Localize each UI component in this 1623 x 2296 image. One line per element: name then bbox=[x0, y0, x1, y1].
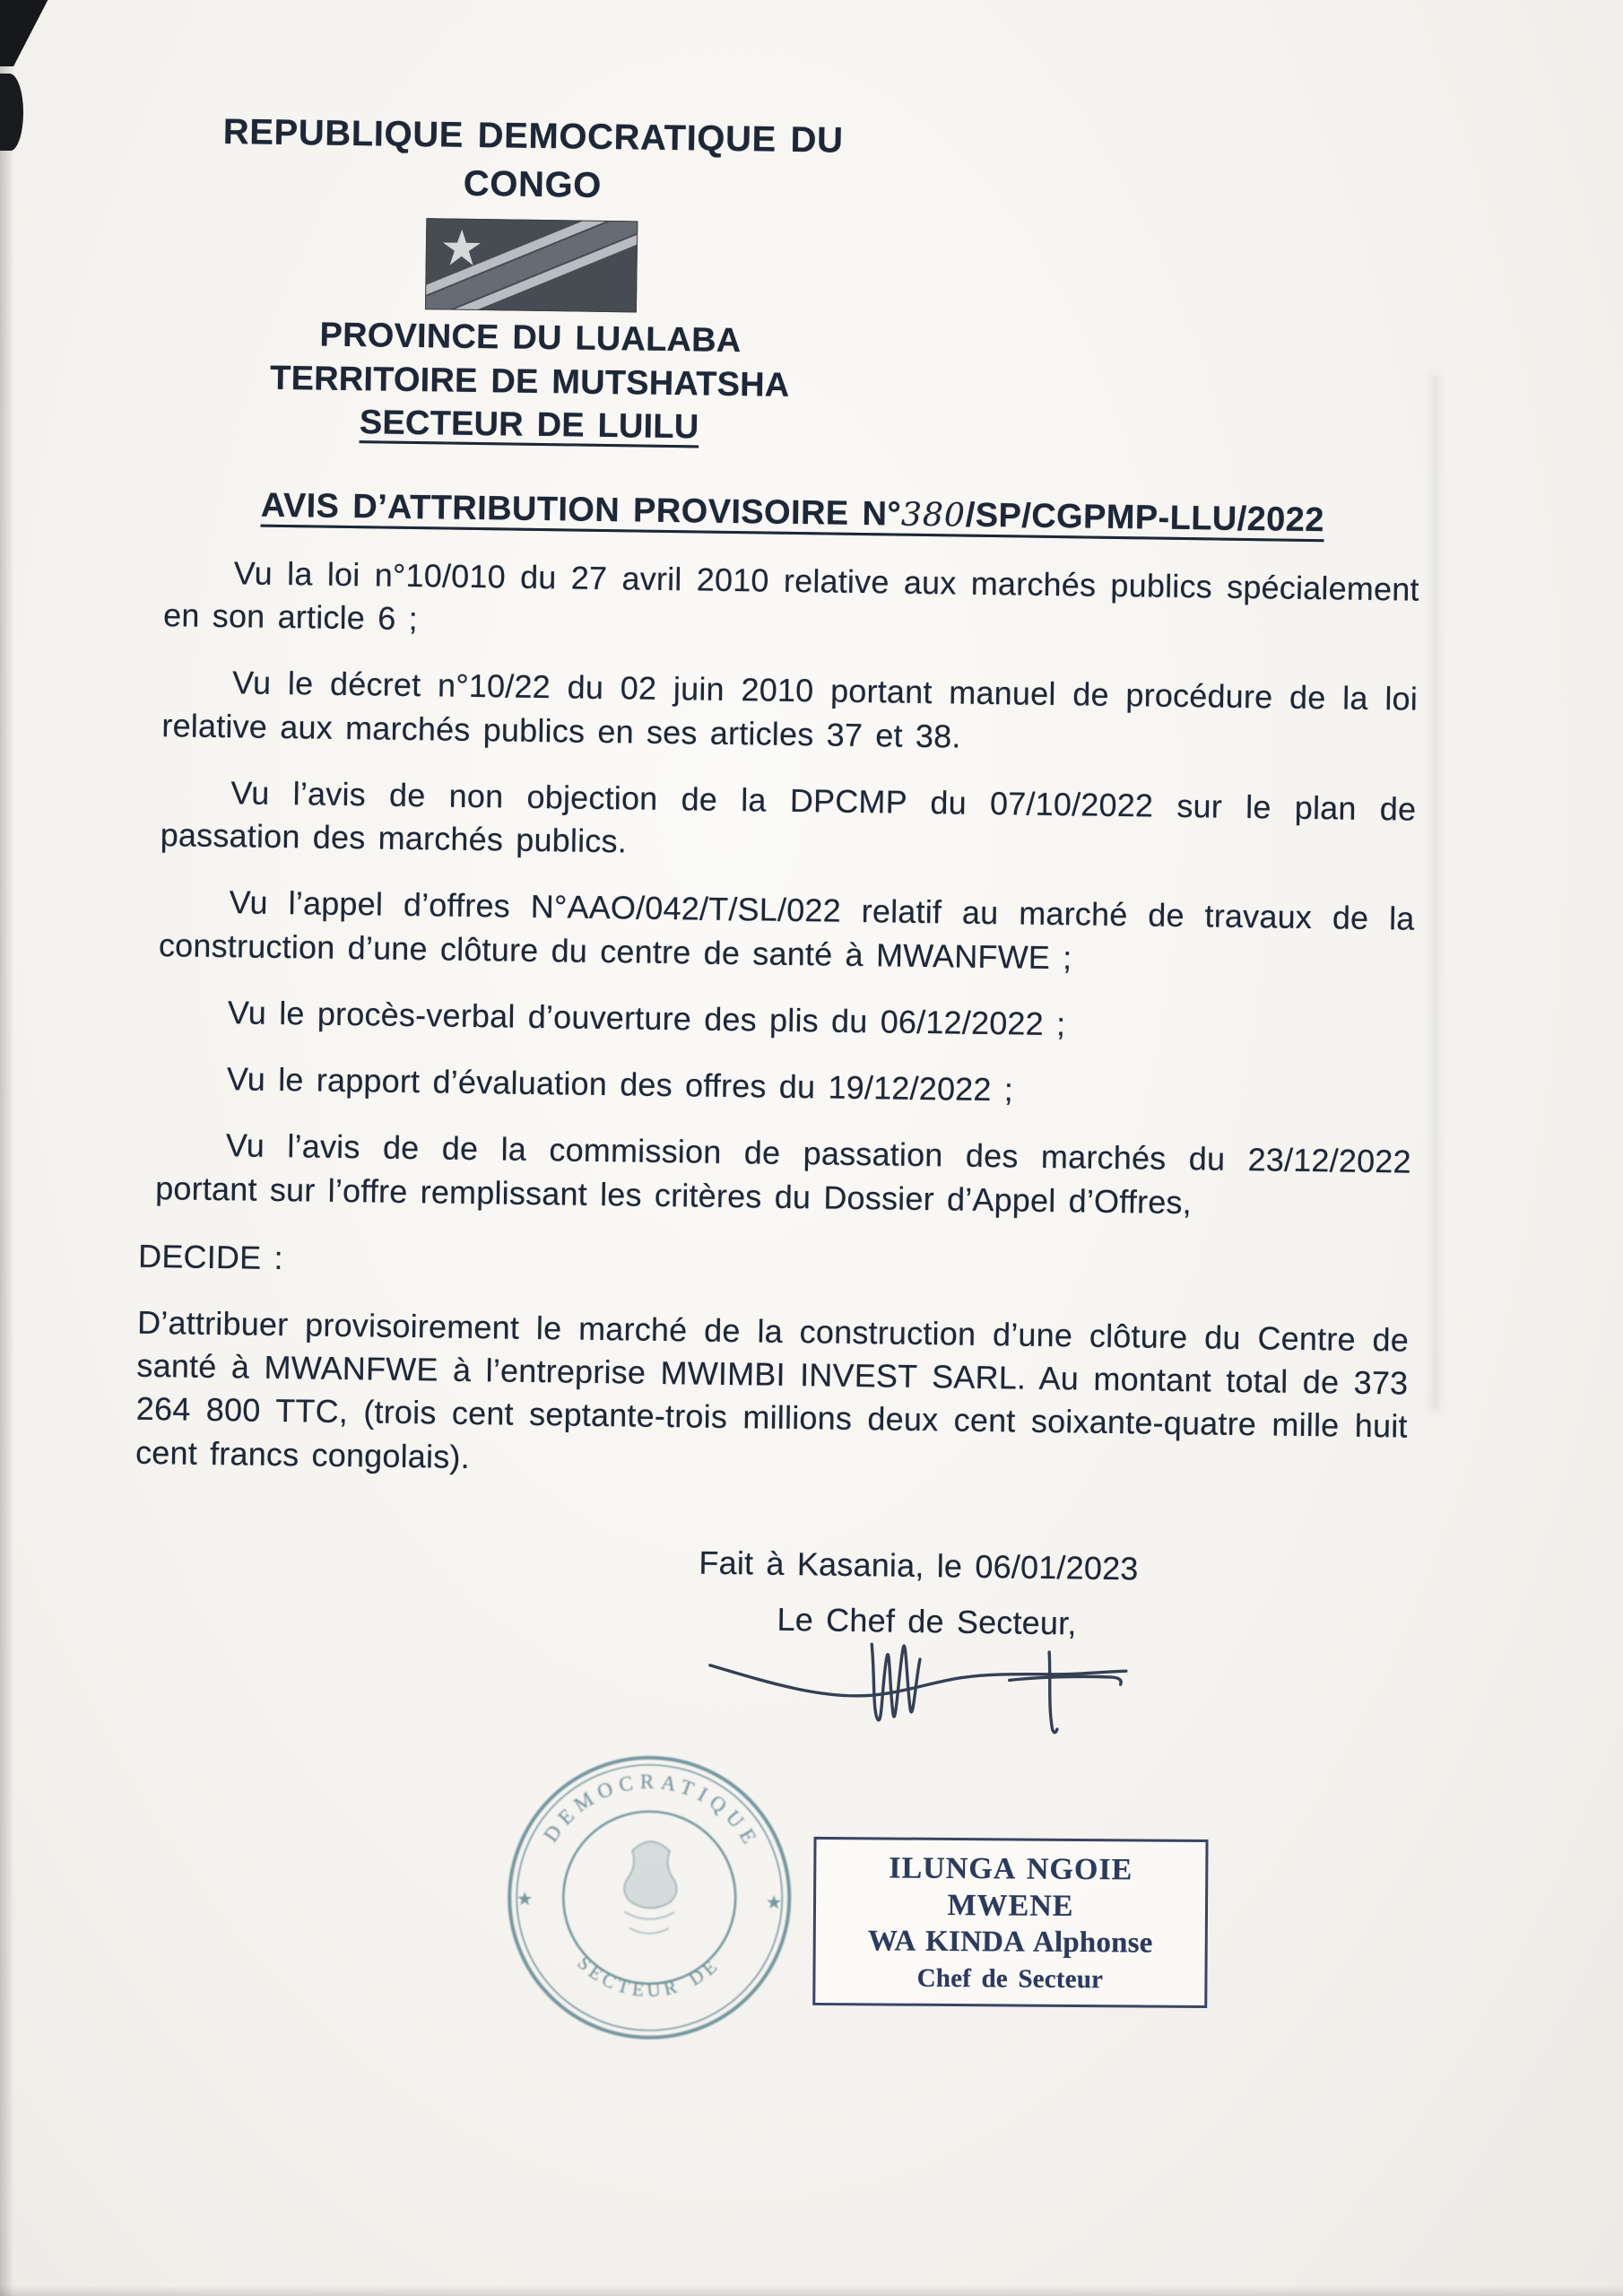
decision-paragraph: D’attribuer provisoirement le marché de la construction d’une clôture du Centre de santé à MWANFWE à l’entreprise MWIMBI INVEST SARL. Au montant total de 373 264 800 TTC, (trois cent septante-trois millions deux cent soixante-quatre mille huit cent francs congolais). bbox=[135, 1303, 1410, 1475]
recital-paragraph: Vu l’appel d’offres N°AAO/042/T/SL/022 relatif au marché de travaux de la construction d’une clôture du centre de santé à MWANFWE ; bbox=[158, 883, 1415, 976]
seal-arc-bottom-text: SECTEUR DE bbox=[573, 1952, 725, 2002]
recital-paragraph: Vu l’avis de de la commission de passation des marchés du 23/12/2022 portant sur l’offre remplissant les critères du Dossier d’Appel d’Offres, bbox=[154, 1126, 1412, 1221]
seal-emblem bbox=[624, 1841, 678, 1909]
sector-line: SECTEUR DE LUILU bbox=[359, 404, 699, 447]
title-prefix: AVIS D’ATTRIBUTION PROVISOIRE N° bbox=[260, 486, 902, 534]
scan-artifact-corner bbox=[0, 0, 52, 66]
province-line: PROVINCE DU LUALABA bbox=[319, 316, 742, 361]
svg-text:★: ★ bbox=[766, 1893, 783, 1914]
name-stamp-box bbox=[812, 1837, 1208, 2008]
document-header bbox=[166, 108, 897, 452]
svg-text:★: ★ bbox=[516, 1890, 534, 1910]
document-title bbox=[165, 482, 1421, 544]
scan-artifact-edge bbox=[0, 74, 23, 151]
stamp-function-line: Chef de Secteur bbox=[916, 1964, 1104, 1995]
country-title: REPUBLIQUE DEMOCRATIQUE DU CONGO bbox=[222, 112, 844, 205]
document-content bbox=[135, 108, 1426, 2242]
seal-arc-top-text: DEMOCRATIQUE bbox=[539, 1770, 764, 1853]
title-handwritten-number: 380 bbox=[900, 495, 967, 535]
scan-edge-shadow-bottom bbox=[0, 2285, 1623, 2296]
recital-paragraph: Vu la loi n°10/010 du 27 avril 2010 relative aux marchés publics spécialement en son article 6 ; bbox=[162, 554, 1419, 638]
recital-paragraph: Vu le procès-verbal d’ouverture des plis du 06/12/2022 ; bbox=[227, 994, 1066, 1043]
paper-fold-line bbox=[1433, 377, 1437, 1408]
handwritten-signature bbox=[704, 1630, 1136, 1752]
stamp-name-line-1: ILUNGA NGOIE MWENE bbox=[889, 1851, 1133, 1924]
place-and-date: Fait à Kasania, le 06/01/2023 bbox=[699, 1544, 1139, 1587]
drc-flag-image bbox=[425, 218, 638, 312]
official-round-seal bbox=[495, 1744, 804, 2053]
signatory-title: Le Chef de Secteur, bbox=[777, 1600, 1077, 1642]
territory-line: TERRITOIRE DE MUTSHATSHA bbox=[269, 359, 790, 404]
recital-paragraph: Vu l’avis de non objection de la DPCMP du 07/10/2022 sur le plan de passation des marchés publics. bbox=[160, 774, 1417, 860]
decide-label: DECIDE : bbox=[137, 1237, 284, 1276]
title-suffix: /SP/CGPMP-LLU/2022 bbox=[965, 496, 1325, 540]
drc-flag-icon bbox=[425, 218, 638, 312]
svg-text:SECTEUR DE bbox=[573, 1952, 725, 2003]
recital-paragraph: Vu le décret n°10/22 du 02 juin 2010 portant manuel de procédure de la loi relative aux marchés publics en ses articles 37 et 38. bbox=[161, 664, 1419, 755]
scan-edge-shadow-left bbox=[0, 0, 14, 2296]
signature-block bbox=[141, 1632, 1404, 2241]
stamp-name-line-2: WA KINDA Alphonse bbox=[867, 1925, 1153, 1960]
recital-paragraph: Vu le rapport d’évaluation des offres du 19/12/2022 ; bbox=[226, 1060, 1014, 1109]
